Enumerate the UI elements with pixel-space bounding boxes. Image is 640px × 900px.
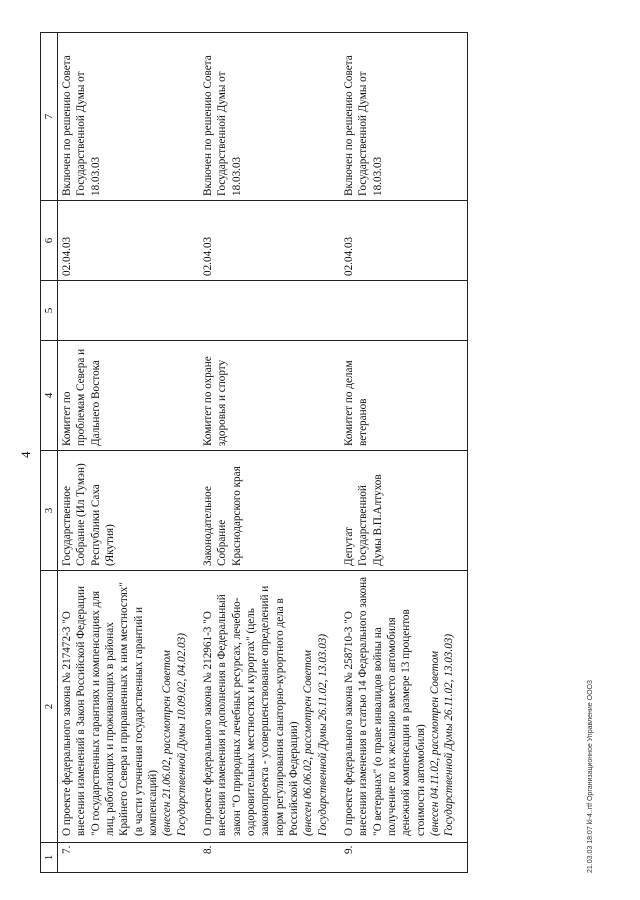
row-decision: Включен по решению Совета Государственной Думы от 18.03.03 <box>58 33 199 201</box>
description-text: О проекте федерального закона № 217472-3 "О внесении изменений в Закон Российской Федерации "О государственных гарантиях и компенсациях для лиц, работающих и проживающих в районах Крайнего Севера и приравненных к ним местностях" (в части уточнения государственных гарантий и компенсаций) <box>61 582 159 836</box>
col-header-1: 1 <box>41 843 58 873</box>
row-committee: Комитет по делам ветеранов <box>340 341 467 451</box>
row-decision: Включен по решению Совета Государственной Думы от 18.03.03 <box>340 33 467 201</box>
description-note: (внесен 04.11.02, рассмотрен Советом Государственной Думы 26.11.02, 13.03.03) <box>428 633 456 836</box>
row-number: 8. <box>199 843 340 873</box>
row-description <box>199 571 340 843</box>
row-col5 <box>58 281 199 341</box>
col-header-3: 3 <box>41 451 58 571</box>
rotated-page <box>10 15 610 885</box>
page-number: 4 <box>18 451 33 458</box>
col-header-4: 4 <box>41 341 58 451</box>
row-col5 <box>340 281 467 341</box>
col-header-6: 6 <box>41 201 58 281</box>
col-header-5: 5 <box>41 281 58 341</box>
row-number: 9. <box>340 843 467 873</box>
file-footer: 21.03.03 18:07 kl-4..rtf Организационное Управление ООО3 <box>587 680 594 873</box>
header-row <box>41 33 58 873</box>
description-text: О проекте федерального закона № 258710-3 "О внесении изменения в статью 14 Федерального закона "О ветеранах" (о праве инвалидов войны на получение по их желанию вместо автомобиля денежной компенсации в размере 13 процентов стоимости автомобиля) <box>342 576 427 836</box>
table-row <box>199 33 340 873</box>
row-date: 02.04.03 <box>58 201 199 281</box>
description-text: О проекте федерального закона № 212961-3 "О внесении изменения и дополнения в Федеральный закон "О природных лечебных ресурсах, лечебно-оздоровительных местностях и курортах" (цель законопроекта - усовершенствование определений и норм регулирования санаторно-курортного дела в Российской Федерации) <box>201 585 300 836</box>
row-number: 7. <box>58 843 199 873</box>
description-note: (внесен 21.06.02, рассмотрен Советом Государственной Думы 10.09.02, 04.02.03) <box>161 633 188 836</box>
row-col5 <box>199 281 340 341</box>
col-header-7: 7 <box>41 33 58 201</box>
row-decision: Включен по решению Совета Государственной Думы от 18.03.03 <box>199 33 340 201</box>
row-initiator: Законодательное Собрание Краснодарского края <box>199 451 340 571</box>
row-date: 02.04.03 <box>199 201 340 281</box>
table-row <box>58 33 199 873</box>
col-header-2: 2 <box>41 571 58 843</box>
row-initiator: Депутат Государственной Думы В.П.Алтухов <box>340 451 467 571</box>
row-committee: Комитет по охране здоровья и спорту <box>199 341 340 451</box>
table-row <box>340 33 467 873</box>
description-note: (внесен 06.06.02, рассмотрен Советом Государственной Думы 26.11.02, 13.03.03) <box>302 633 329 836</box>
row-description <box>58 571 199 843</box>
row-description <box>340 571 467 843</box>
row-committee: Комитет по проблемам Севера и Дальнего Востока <box>58 341 199 451</box>
agenda-table <box>40 32 468 873</box>
row-date: 02.04.03 <box>340 201 467 281</box>
row-initiator: Государственное Собрание (Ил Тумэн) Республики Саха (Якутия) <box>58 451 199 571</box>
